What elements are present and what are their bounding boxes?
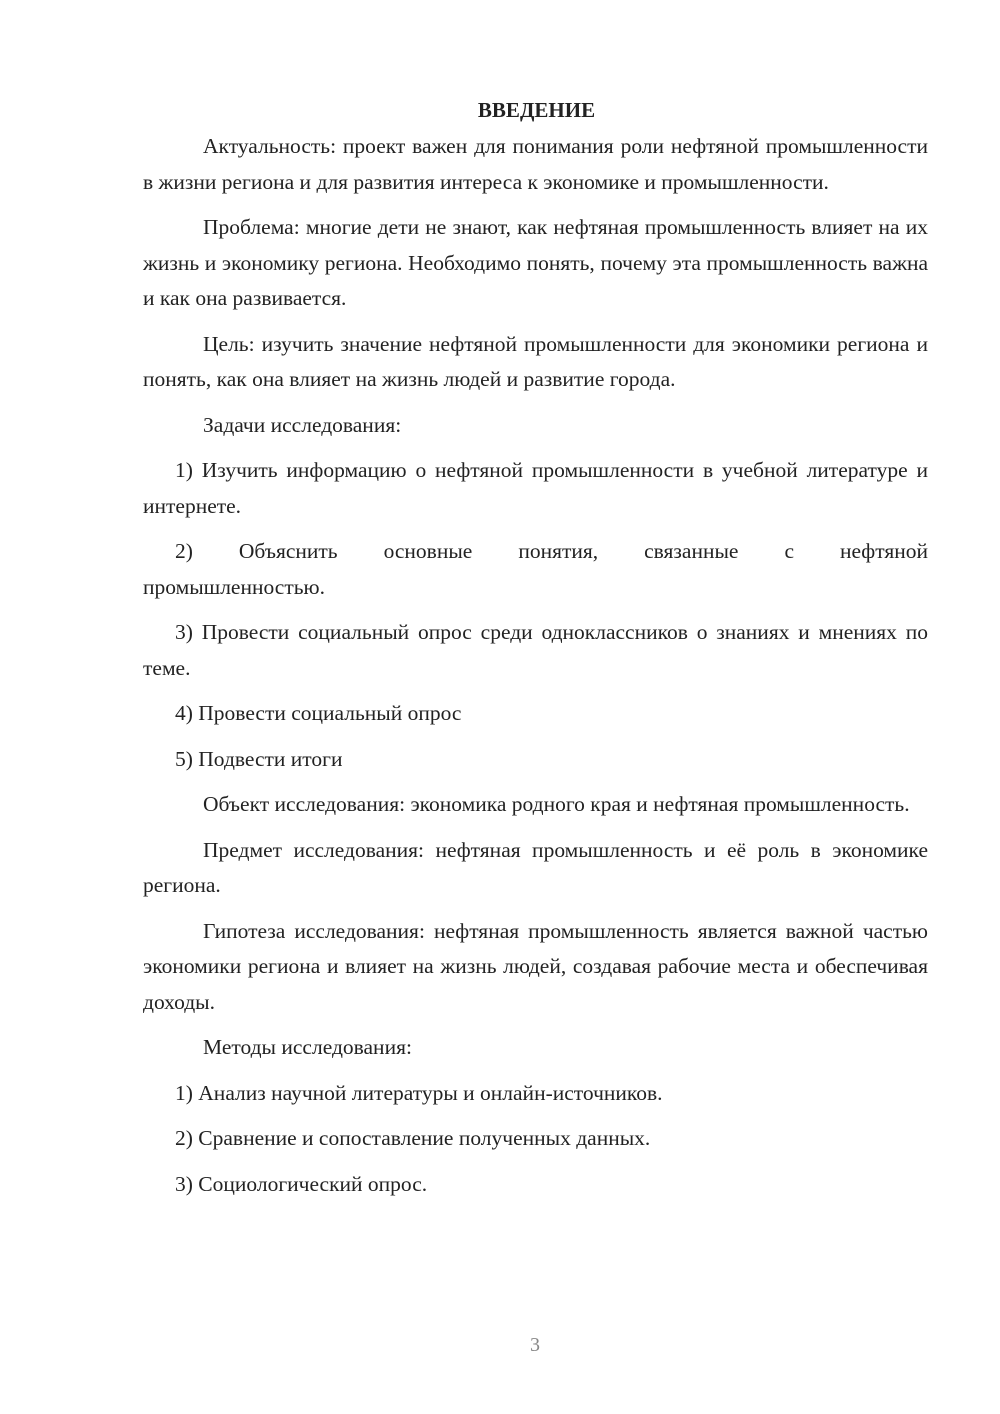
page-number: 3 <box>530 1334 540 1356</box>
object-paragraph: Объект исследования: экономика родного края и нефтяная промышленность. <box>203 792 910 816</box>
goal-paragraph: Цель: изучить значение нефтяной промышленности для экономики региона и понять, как она влияет на жизнь людей и развитие города. <box>143 331 928 391</box>
task-item-5: 5) Подвести итоги <box>175 746 343 771</box>
task-item-2-first-line <box>143 534 928 570</box>
document-page <box>143 95 928 1212</box>
tasks-heading: Задачи исследования: <box>203 412 402 437</box>
problem-paragraph: Проблема: многие дети не знают, как нефтяная промышленность влияет на их жизнь и экономику региона. Необходимо понять, почему эта промышленность важна и как она развивается. <box>143 215 928 310</box>
relevance-paragraph: Актуальность: проект важен для понимания роли нефтяной промышленности в жизни региона и для развития интереса к экономике и промышленности. <box>143 134 928 194</box>
task-item-4: 4) Провести социальный опрос <box>175 701 462 725</box>
task-2-word: основные <box>383 539 473 563</box>
method-item-3: 3) Социологический опрос. <box>175 1171 428 1196</box>
task-item-3: 3) Провести социальный опрос среди одноклассников о знаниях и мнениях по теме. <box>143 620 928 680</box>
task-2-word: нефтяной <box>839 539 928 563</box>
task-2-word: Объяснить <box>238 539 338 563</box>
task-item-2 <box>143 534 928 605</box>
methods-heading: Методы исследования: <box>203 1035 412 1059</box>
hypothesis-paragraph: Гипотеза исследования: нефтяная промышленность является важной частью экономики региона и влияет на жизнь людей, создавая рабочие места и обеспечивая доходы. <box>143 918 928 1014</box>
task-item-2-continuation: промышленностью. <box>143 574 325 599</box>
task-2-word: связанные <box>644 539 739 563</box>
task-item-1: 1) Изучить информацию о нефтяной промышленности в учебной литературе и интернете. <box>143 458 928 518</box>
task-2-word: понятия, <box>518 539 599 563</box>
task-2-word: 2) <box>175 539 193 563</box>
section-title: ВВЕДЕНИЕ <box>477 98 596 122</box>
method-item-2: 2) Сравнение и сопоставление полученных данных. <box>175 1126 651 1150</box>
method-item-1: 1) Анализ научной литературы и онлайн-источников. <box>175 1080 663 1105</box>
subject-paragraph: Предмет исследования: нефтяная промышленность и её роль в экономике региона. <box>143 837 928 897</box>
task-2-word: с <box>784 539 794 563</box>
